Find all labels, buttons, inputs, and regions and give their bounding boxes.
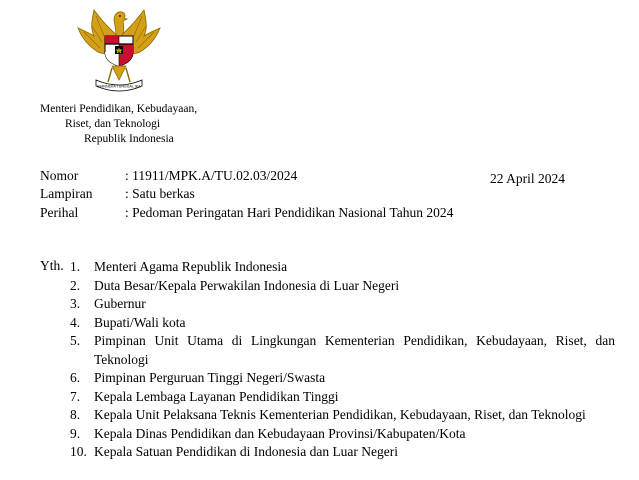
- list-item-text: Kepala Lembaga Layanan Pendidikan Tinggi: [94, 388, 339, 404]
- letter-date: 22 April 2024: [490, 171, 566, 186]
- list-item-number: 7.: [70, 388, 81, 404]
- list-item-number: 2.: [70, 277, 81, 293]
- org-line-1: Menteri Pendidikan, Kebudayaan,: [40, 103, 198, 115]
- list-item-continuation: [70, 351, 615, 370]
- field-value-nomor: : 11911/MPK.A/TU.02.03/2024: [125, 168, 298, 183]
- list-item-number: 10.: [70, 444, 87, 459]
- recipient-list: [70, 258, 615, 462]
- list-item-text: Pimpinan Unit Utama di Lingkungan Kementerian Pendidikan, Kebudayaan, Riset, dan: [94, 333, 615, 348]
- list-item-text: Pimpinan Perguruan Tinggi Negeri/Swasta: [94, 370, 326, 385]
- list-item-number: 5.: [70, 333, 81, 348]
- list-item: [70, 388, 615, 407]
- list-item-text: Menteri Agama Republik Indonesia: [94, 259, 288, 274]
- list-item: [70, 258, 615, 277]
- list-item: [70, 406, 615, 425]
- field-label-perihal: Perihal: [40, 205, 79, 220]
- list-item-number: 8.: [70, 407, 81, 422]
- list-item-number: 3.: [70, 296, 81, 311]
- list-item: [70, 443, 615, 462]
- recipient-prefix: Yth.: [40, 258, 64, 273]
- org-line-3: Republik Indonesia: [84, 133, 174, 145]
- list-item-text: Bupati/Wali kota: [94, 314, 186, 330]
- list-item: [70, 369, 615, 388]
- field-value-lampiran: : Satu berkas: [125, 186, 195, 201]
- list-item-number: 9.: [70, 425, 81, 441]
- garuda-pancasila-emblem-icon: [74, 6, 164, 96]
- list-item-number: 6.: [70, 370, 81, 385]
- list-item: [70, 332, 615, 351]
- list-item: [70, 295, 615, 314]
- list-item-text: Kepala Unit Pelaksana Teknis Kementerian Pendidikan, Kebudayaan, Riset, dan Teknologi: [94, 407, 586, 422]
- list-item-number: 1.: [70, 259, 81, 274]
- list-item: [70, 277, 615, 296]
- list-item-text: Duta Besar/Kepala Perwakilan Indonesia di Luar Negeri: [94, 277, 400, 293]
- field-label-nomor: Nomor: [40, 168, 79, 183]
- emblem-motto: BHINNEKA TUNGGAL IKA: [97, 84, 141, 89]
- list-item-text: Kepala Satuan Pendidikan di Indonesia dan Luar Negeri: [94, 444, 399, 459]
- list-item-text-continuation: Teknologi: [94, 351, 149, 367]
- list-item-number: 4.: [70, 314, 81, 330]
- list-item-text: Gubernur: [94, 296, 146, 311]
- field-label-lampiran: Lampiran: [40, 186, 93, 201]
- org-line-2: Riset, dan Teknologi: [65, 118, 161, 130]
- field-value-perihal: : Pedoman Peringatan Hari Pendidikan Nasional Tahun 2024: [125, 205, 454, 220]
- list-item: [70, 314, 615, 333]
- list-item-text: Kepala Dinas Pendidikan dan Kebudayaan Provinsi/Kabupaten/Kota: [94, 425, 466, 441]
- list-item: [70, 425, 615, 444]
